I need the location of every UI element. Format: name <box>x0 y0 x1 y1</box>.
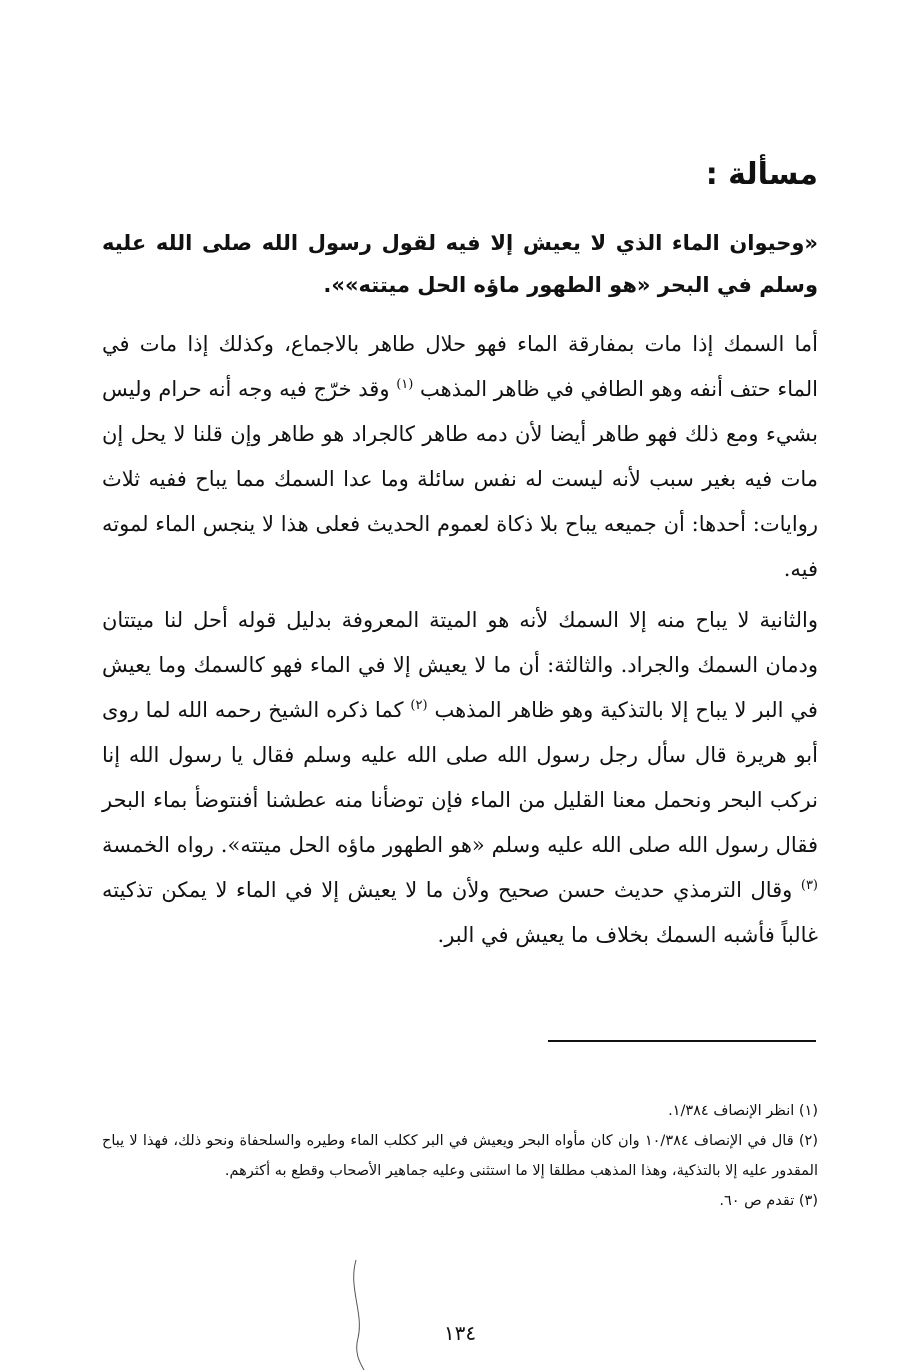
footnote-separator <box>548 1040 816 1042</box>
paragraph-1 <box>102 322 818 592</box>
footnote-ref-1: (١) <box>396 377 414 392</box>
footnote-ref-3: (٣) <box>800 878 818 893</box>
paragraph-2-text-c: وقال الترمذي حديث حسن صحيح ولأن ما لا يعيش إلا في الماء لا يمكن تذكيته غالباً فأشبه السمك بخلاف ما يعيش في البر. <box>102 878 818 947</box>
section-heading: مسألة : <box>705 157 818 192</box>
paragraph-2-text-b: كما ذكره الشيخ رحمه الله لما روى أبو هريرة قال سأل رجل رسول الله صلى الله عليه وسلم فقال يا رسول الله إنا نركب البحر ونحمل معنا القليل من الماء فإن توضأنا منه عطشنا أفنتوضأ بماء البحر فقال رسول الله صلى الله عليه وسلم «هو الطهور ماؤه الحل ميتته». رواه الخمسة <box>102 698 818 857</box>
scan-fold-line <box>342 1258 382 1371</box>
footnote-2: (٢) قال في الإنصاف ١٠/٣٨٤ وان كان مأواه البحر ويعيش في البر ككلب الماء وطيره والسلحفاة ونحو ذلك، فهذا لا يباح المقدور عليه إلا بالتذكية، وهذا المذهب مطلقا إلا ما استثنى وعليه جماهير الأصحاب وقطع به أكثرهم. <box>102 1133 818 1179</box>
paragraph-2-text-a: والثانية لا يباح منه إلا السمك لأنه هو الميتة المعروفة بدليل قوله أحل لنا ميتتان ودمان السمك والجراد. والثالثة: أن ما لا يعيش إلا في الماء فهو كالسمك وما يعيش في البر لا يباح إلا بالتذكية وهو ظاهر المذهب <box>102 608 818 722</box>
quoted-text: «وحيوان الماء الذي لا يعيش إلا فيه لقول رسول الله صلى الله عليه وسلم في البحر «هو الطهور ماؤه الحل ميتته»». <box>102 231 818 297</box>
footnote-1: (١) انظر الإنصاف ١/٣٨٤. <box>668 1103 818 1119</box>
paragraph-2 <box>102 598 818 958</box>
footnotes <box>102 1096 818 1216</box>
footnote-3: (٣) تقدم ص ٦٠. <box>719 1193 818 1209</box>
paragraph-1-text-b: وقد خرّج فيه وجه أنه حرام وليس بشيء ومع ذلك فهو طاهر أيضا لأن دمه طاهر كالجراد هو طاهر وإن قلنا لا يحل إن مات فيه بغير سبب لأنه ليست له نفس سائلة وما عدا السمك مما يباح ففيه ثلاث روايات: أحدها: أن جميعه يباح بلا ذكاة لعموم الحديث فعلى هذا لا ينجس الماء لموته فيه. <box>102 377 818 581</box>
footnote-ref-2: (٢) <box>410 698 428 713</box>
page-number: ١٣٤ <box>443 1321 477 1345</box>
paragraph-1-text-a: أما السمك إذا مات بمفارقة الماء فهو حلال طاهر بالاجماع، وكذلك إذا مات في الماء حتف أنفه وهو الطافي في ظاهر المذهب <box>102 332 818 401</box>
